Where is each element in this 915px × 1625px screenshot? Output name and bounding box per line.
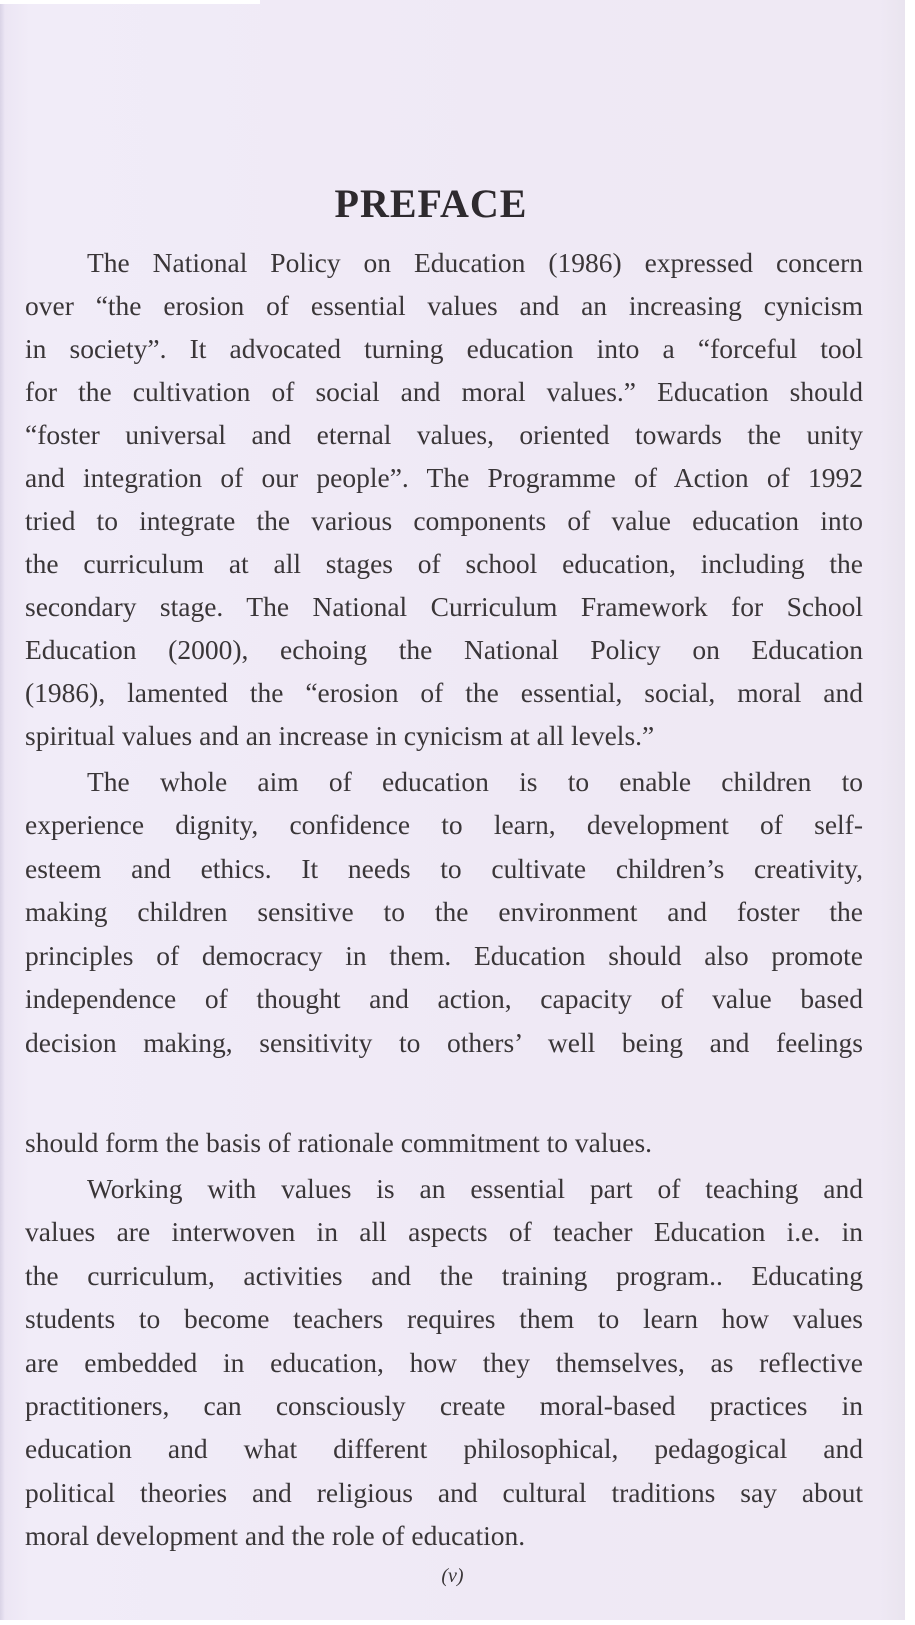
text-line: making children sensitive to the environment and foster the	[25, 896, 863, 927]
page-top-edge	[0, 0, 260, 4]
text-line: practitioners, can consciously create moral-based practices in	[25, 1390, 863, 1421]
text-line: Education (2000), echoing the National Policy on Education	[25, 634, 863, 665]
text-line: “foster universal and eternal values, oriented towards the unity	[25, 419, 863, 450]
text-line: over “the erosion of essential values and an increasing cynicism	[25, 290, 863, 321]
text-line: tried to integrate the various components of value education into	[25, 505, 863, 536]
page-number: (v)	[441, 1565, 464, 1587]
text-line: the curriculum at all stages of school education, including the	[25, 548, 863, 579]
page-title: PREFACE	[334, 181, 528, 226]
text-line: independence of thought and action, capacity of value based	[25, 983, 863, 1014]
text-line: Working with values is an essential part of teaching and	[87, 1173, 863, 1204]
text-line: students to become teachers requires them to learn how values	[25, 1303, 863, 1334]
text-line: (1986), lamented the “erosion of the essential, social, moral and	[25, 677, 863, 708]
text-line: spiritual values and an increase in cynicism at all levels.”	[25, 720, 655, 751]
text-line: decision making, sensitivity to others’ well being and feelings	[25, 1027, 863, 1058]
text-line: in society”. It advocated turning education into a “forceful tool	[25, 333, 863, 364]
text-line: principles of democracy in them. Education should also promote	[25, 940, 863, 971]
text-line: The whole aim of education is to enable children to	[87, 766, 863, 797]
text-line: esteem and ethics. It needs to cultivate children’s creativity,	[25, 853, 863, 884]
text-line: moral development and the role of education.	[25, 1520, 526, 1551]
text-line: the curriculum, activities and the training program.. Educating	[25, 1260, 863, 1291]
text-line: values are interwoven in all aspects of teacher Education i.e. in	[25, 1216, 863, 1247]
text-line: are embedded in education, how they themselves, as reflective	[25, 1347, 863, 1378]
text-line: education and what different philosophical, pedagogical and	[25, 1433, 863, 1464]
text-line: The National Policy on Education (1986) expressed concern	[87, 247, 863, 278]
text-line: political theories and religious and cultural traditions say about	[25, 1477, 863, 1508]
text-line: secondary stage. The National Curriculum Framework for School	[25, 591, 863, 622]
text-line: for the cultivation of social and moral values.” Education should	[25, 376, 863, 407]
text-line: experience dignity, confidence to learn, development of self-	[25, 809, 863, 840]
text-line: should form the basis of rationale commitment to values.	[25, 1127, 653, 1158]
text-line: and integration of our people”. The Programme of Action of 1992	[25, 462, 863, 493]
